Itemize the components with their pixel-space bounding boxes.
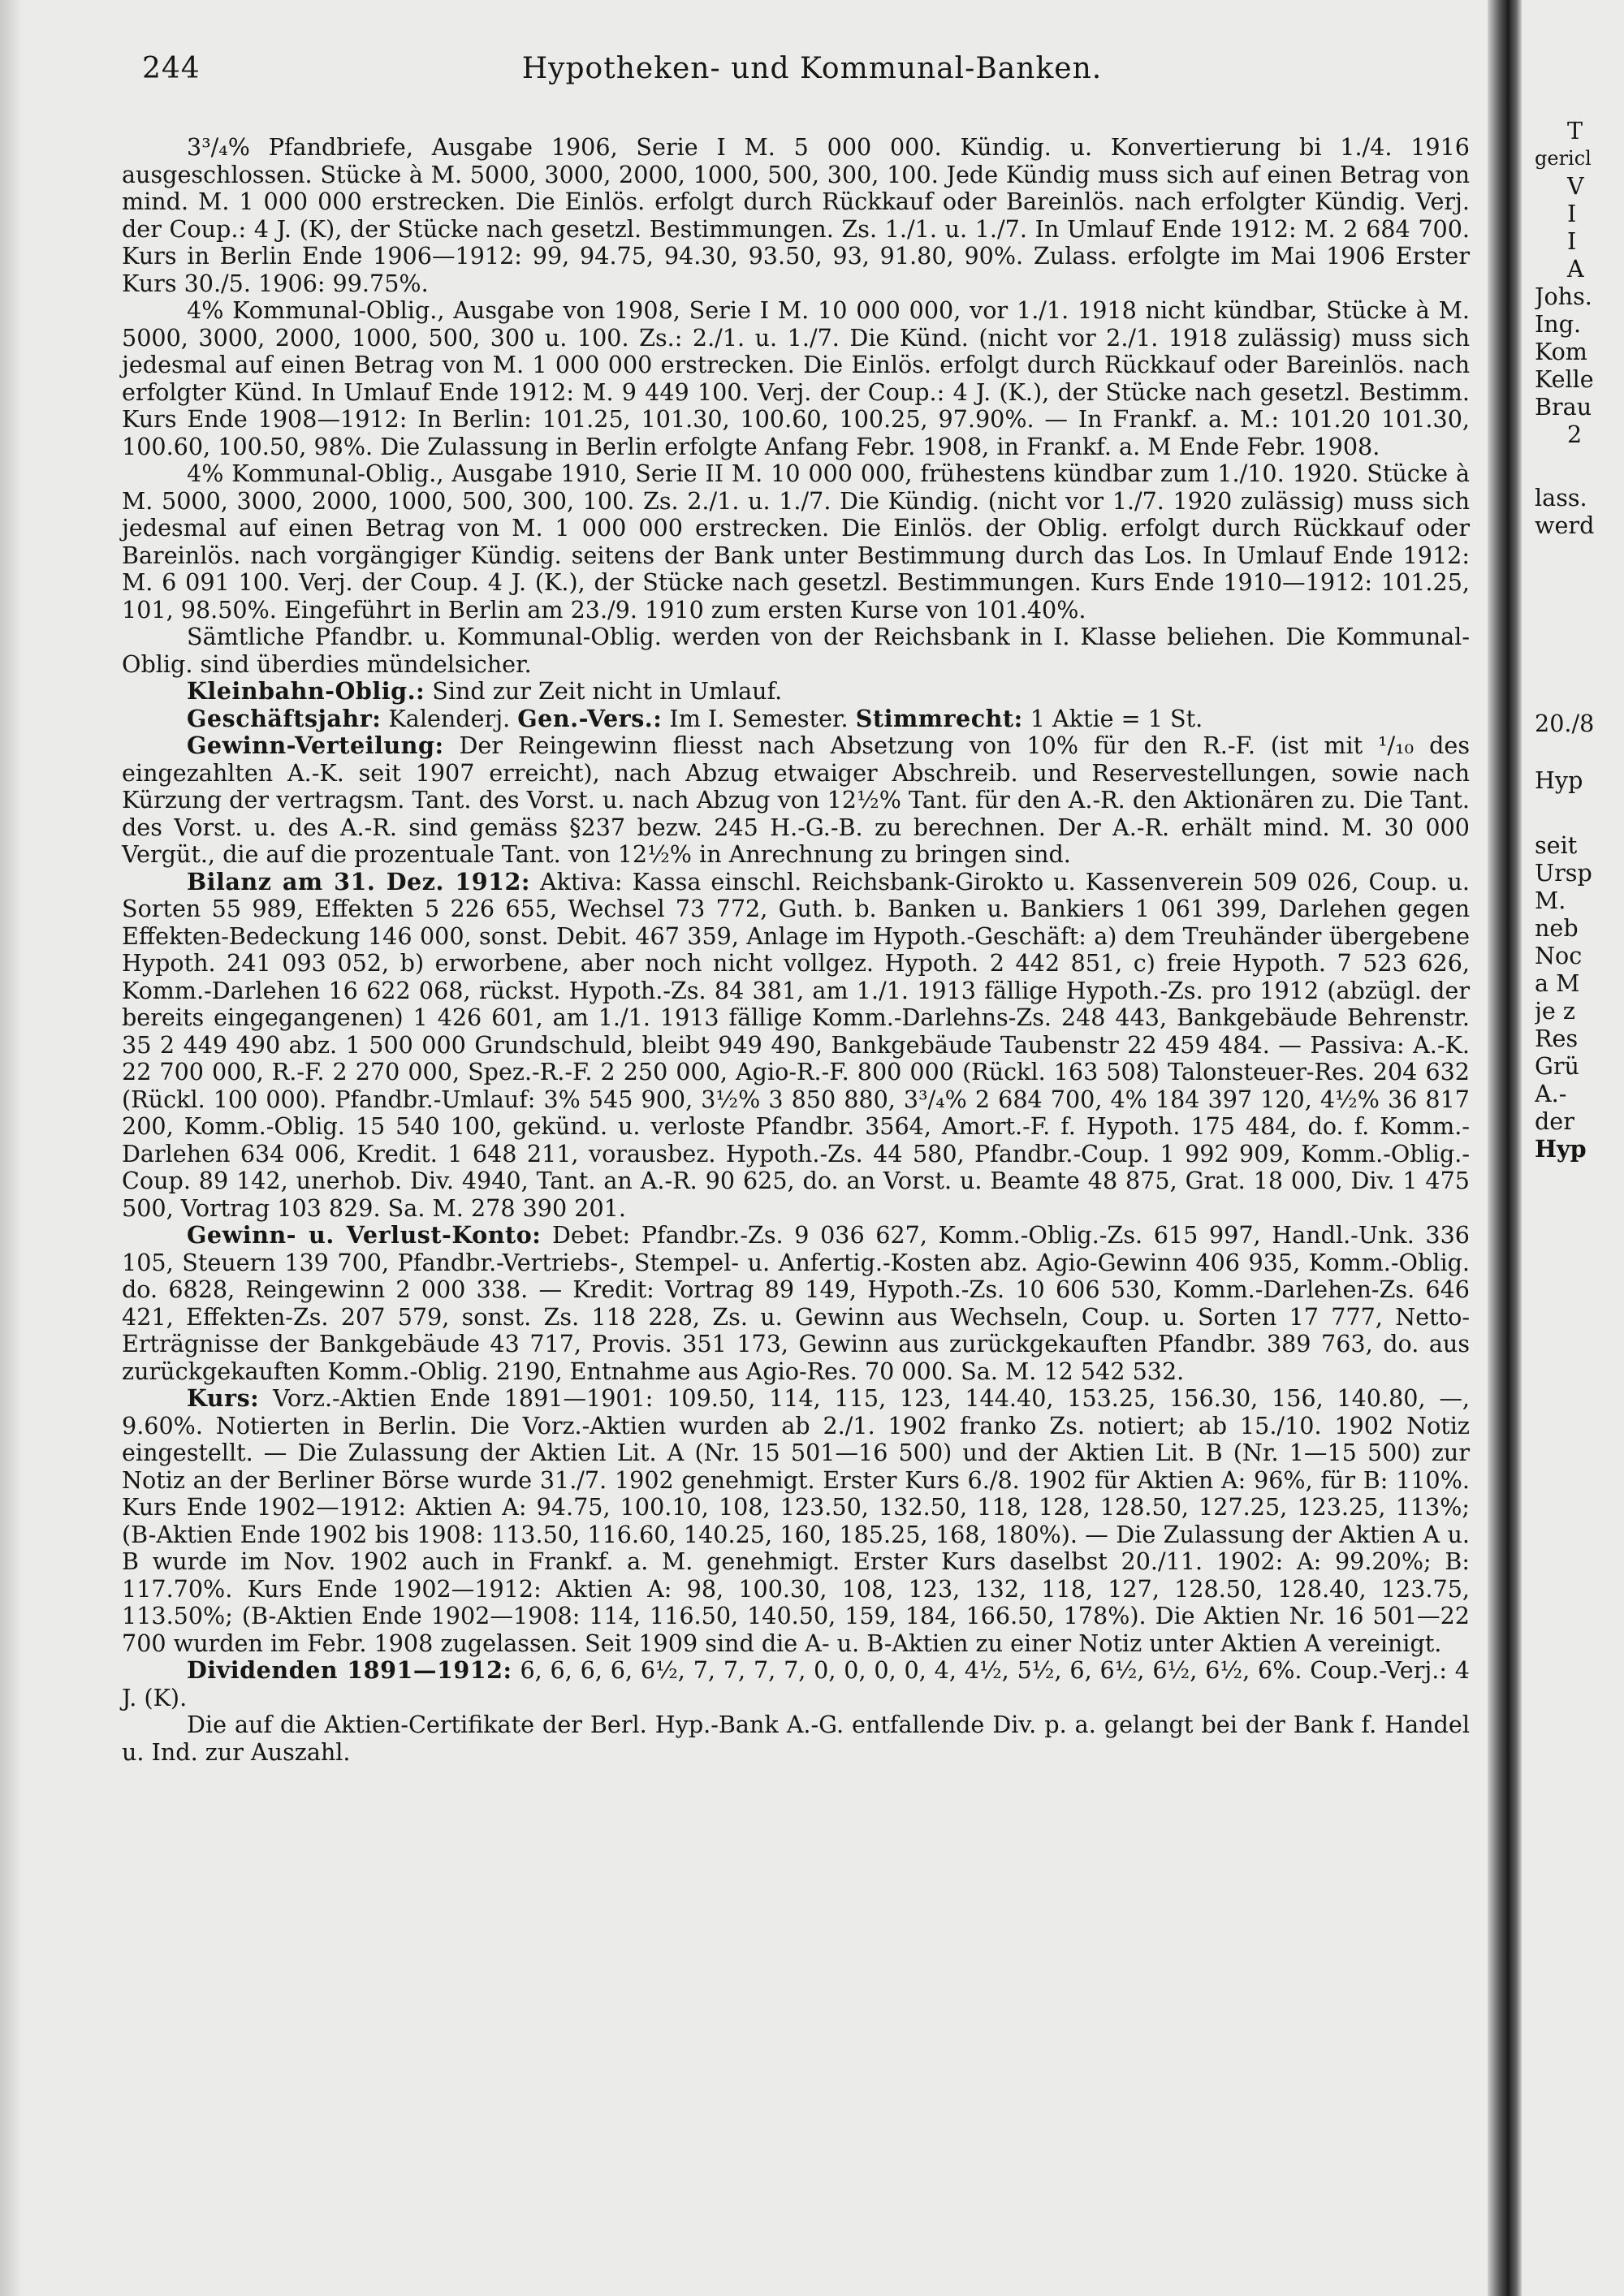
paragraph-kommunal-oblig-1910: 4% Kommunal-Oblig., Ausgabe 1910, Serie II M. 10 000 000, frühestens kündbar zum 1./10. 1920. Stücke à M. 5000, 3000, 2000, 1000, 500, 300, 100. Zs. 2./1. u. 1./7. Die Kündig. (nicht vor 1./7. 1920 zulässig) muss sich jedesmal auf einen Betrag von M. 1 000 000 erstrecken. Die Einlös. der Oblig. erfolgt durch Rückkauf oder Bareinlös. nach vorgängiger Kündig. seitens der Bank unter Bestimmung durch das Los. In Umlauf Ende 1912: M. 6 091 100. Verj. der Coup. 4 J. (K.), der Stücke nach gesetzl. Bestimmungen. Kurs Ende 1910—1912: 101.25, 101, 98.50%. Eingeführt in Berlin am 23./9. 1910 zum ersten Kurse von 101.40%. [122,460,1470,624]
paragraph-beleihung: Sämtliche Pfandbr. u. Kommunal-Oblig. werden von der Reichsbank in I. Klasse beliehen. Die Kommunal-Oblig. sind überdies mündelsicher. [122,623,1470,678]
next-page-fragment: A [1567,255,1584,283]
next-page-fragment: T [1567,118,1583,145]
section-label: Stimmrecht: [855,704,1023,732]
section-label: Kurs: [187,1384,260,1412]
next-page-fragment: Res [1535,1025,1579,1052]
paragraph-auszahlung: Die auf die Aktien-Certifikate der Berl. Hyp.-Bank A.-G. entfallende Div. p. a. gelangt bei der Bank f. Handel u. Ind. zur Auszahl. [122,1711,1470,1766]
section-label: Dividenden 1891—1912: [187,1656,512,1684]
page-header [122,45,1470,93]
next-page-fragment: V [1567,172,1584,200]
paragraph-dividenden: Dividenden 1891—1912: 6, 6, 6, 6, 6½, 7, 7, 7, 7, 0, 0, 0, 0, 4, 4½, 5½, 6, 6½, 6½, 6½, 6%. Coup.-Verj.: 4 J. (K). [122,1656,1470,1711]
next-page-fragment: Hyp [1535,766,1583,794]
adjacent-page-fragments [1535,118,1624,2229]
body-text [122,134,1470,1766]
next-page-fragment: Grü [1535,1052,1579,1080]
next-page-fragment: werd [1535,511,1595,539]
next-page-fragment: I [1567,200,1577,227]
next-page-fragment: Noc [1535,942,1583,969]
next-page-fragment: Hyp [1535,1135,1587,1163]
section-label: Bilanz am 31. Dez. 1912: [187,867,530,896]
main-page [122,45,1470,2269]
next-page-fragment: lass. [1535,484,1587,511]
section-label: Gen.-Vers.: [517,704,663,732]
next-page-fragment: Kom [1535,338,1587,365]
next-page-fragment: seit [1535,831,1578,859]
book-gutter [1488,0,1522,2296]
paragraph-pfandbriefe-1906: 3³/₄% Pfandbriefe, Ausgabe 1906, Serie I M. 5 000 000. Kündig. u. Konvertierung bi 1./4. 1916 ausgeschlossen. Stücke à M. 5000, 3000, 2000, 1000, 500, 300, 100. Jede Kündig muss sich auf einen Betrag von mind. M. 1 000 000 erstrecken. Die Einlös. erfolgt durch Rückkauf oder Bareinlös. nach erfolgter Kündig. Verj. der Coup.: 4 J. (K), der Stücke nach gesetzl. Bestimmungen. Zs. 1./1. u. 1./7. In Umlauf Ende 1912: M. 2 684 700. Kurs in Berlin Ende 1906—1912: 99, 94.75, 94.30, 93.50, 93, 91.80, 90%. Zulass. erfolgte im Mai 1906 Erster Kurs 30./5. 1906: 99.75%. [122,133,1470,297]
next-page-fragment: Ing. [1535,310,1582,338]
next-page-fragment: M. [1535,887,1566,914]
paragraph-kurs: Kurs: Vorz.-Aktien Ende 1891—1901: 109.50, 114, 115, 123, 144.40, 153.25, 156.30, 156, 140.80, —, 9.60%. Notierten in Berlin. Die Vorz.-Aktien wurden ab 2./1. 1902 franko Zs. notiert; ab 15./10. 1902 Notiz eingestellt. — Die Zulassung der Aktien Lit. A (Nr. 15 501—16 500) und der Aktien Lit. B (Nr. 1—15 500) zur Notiz an der Berliner Börse wurde 31./7. 1902 genehmigt. Erster Kurs 6./8. 1902 für Aktien A: 96%, für B: 110%. Kurs Ende 1902—1912: Aktien A: 94.75, 100.10, 108, 123.50, 132.50, 118, 128, 128.50, 127.25, 123.25, 113%; (B-Aktien Ende 1902 bis 1908: 113.50, 116.60, 140.25, 160, 185.25, 168, 180%). — Die Zulassung der Aktien A u. B wurde im Nov. 1902 auch in Frankf. a. M. genehmigt. Erster Kurs daselbst 20./11. 1902: A: 99.20%; B: 117.70%. Kurs Ende 1902—1912: Aktien A: 98, 100.30, 108, 123, 132, 118, 127, 128.50, 128.40, 123.75, 113.50%; (B-Aktien Ende 1902—1908: 114, 116.50, 140.50, 159, 184, 166.50, 178%). Die Aktien Nr. 16 501—22 700 wurden im Febr. 1908 zugelassen. Seit 1909 sind die A- u. B-Aktien zu einer Notiz unter Aktien A vereinigt. [122,1384,1470,1657]
paragraph-kleinbahn: Kleinbahn-Oblig.: Sind zur Zeit nicht in Umlauf. [187,677,783,705]
next-page-fragment: je z [1535,997,1575,1025]
paragraph-bilanz: Bilanz am 31. Dez. 1912: Aktiva: Kassa einschl. Reichsbank-Girokto u. Kassenverein 509 026, Coup. u. Sorten 55 989, Effekten 5 226 655, Wechsel 73 772, Guth. b. Banken u. Bankiers 1 061 399, Darlehen gegen Effekten-Bedeckung 146 000, sonst. Debit. 467 359, Anlage im Hypoth.-Geschäft: a) dem Treuhänder übergebene Hypoth. 241 093 052, b) erworbene, aber noch nicht vollgez. Hypoth. 2 442 851, c) freie Hypoth. 7 523 626, Komm.-Darlehen 16 622 068, rückst. Hypoth.-Zs. 84 381, am 1./1. 1913 fällige Hypoth.-Zs. pro 1912 (abzügl. der bereits eingegangenen) 1 426 601, am 1./1. 1913 fällige Komm.-Darlehns-Zs. 248 443, Bankgebäude Behrenstr. 35 2 449 490 abz. 1 500 000 Grundschuld, bleibt 949 490, Bankgebäude Taubenstr 22 459 484. — Passiva: A.-K. 22 700 000, R.-F. 2 270 000, Spez.-R.-F. 2 250 000, Agio-R.-F. 800 000 (Rückl. 163 508) Talonsteuer-Res. 204 632 (Rückl. 100 000). Pfandbr.-Umlauf: 3% 545 900, 3½% 3 850 880, 3³/₄% 2 684 700, 4% 184 397 120, 4½% 36 817 200, Komm.-Oblig. 15 540 100, gekünd. u. verloste Pfandbr. 3564, Amort.-F. f. Hypoth. 175 484, do. f. Komm.-Darlehen 634 006, Kredit. 1 648 211, vorausbez. Hypoth.-Zs. 44 580, Pfandbr.-Coup. 1 992 909, Komm.-Oblig.-Coup. 89 142, unerhob. Div. 4940, Tant. an A.-R. 90 625, do. an Vorst. u. Beamte 48 875, Grat. 18 000, Div. 1 475 500, Vortrag 103 829. Sa. M. 278 390 201. [122,867,1470,1222]
page-number: 244 [142,52,201,85]
paragraph-geschaeftsjahr: Geschäftsjahr: Kalenderj. Gen.-Vers.: Im I. Semester. Stimmrecht: 1 Aktie = 1 St. [187,704,1203,732]
section-label: Geschäftsjahr: [187,704,382,732]
paragraph-kommunal-oblig-1908: 4% Kommunal-Oblig., Ausgabe von 1908, Serie I M. 10 000 000, vor 1./1. 1918 nicht kündbar, Stücke à M. 5000, 3000, 2000, 1000, 500, 300 u. 100. Zs.: 2./1. u. 1./7. Die Künd. (nicht vor 2./1. 1918 zulässig) muss sich jedesmal auf einen Betrag von M. 1 000 000 erstrecken. Die Einlös. erfolgt durch Rückkauf oder Bareinlös. nach erfolgter Künd. In Umlauf Ende 1912: M. 9 449 100. Verj. der Coup.: 4 J. (K.), der Stücke nach gesetzl. Bestimm. Kurs Ende 1908—1912: In Berlin: 101.25, 101.30, 100.60, 100.25, 97.90%. — In Frankf. a. M.: 101.20 101.30, 100.60, 100.50, 98%. Die Zulassung in Berlin erfolgte Anfang Febr. 1908, in Frankf. a. M Ende Febr. 1908. [122,296,1470,460]
running-title: Hypotheken- und Kommunal-Banken. [521,52,1103,85]
next-page-fragment: 2 [1567,421,1583,448]
next-page-fragment: neb [1535,914,1579,942]
next-page-fragment: a M [1535,969,1580,997]
next-page-fragment: I [1567,227,1577,255]
section-label: Kleinbahn-Oblig.: [187,677,425,705]
next-page-fragment: der [1535,1107,1574,1135]
section-label: Gewinn- u. Verlust-Konto: [187,1221,542,1249]
next-page-fragment: gericl [1535,147,1592,170]
next-page-fragment: 20./8 [1535,710,1595,737]
next-page-fragment: Brau [1535,393,1592,421]
paragraph-gewinn-verlust-konto: Gewinn- u. Verlust-Konto: Debet: Pfandbr.-Zs. 9 036 627, Komm.-Oblig.-Zs. 615 997, Handl.-Unk. 336 105, Steuern 139 700, Pfandbr.-Vertriebs-, Stempel- u. Anfertig.-Kosten abz. Agio-Gewinn 406 935, Komm.-Oblig. do. 6828, Reingewinn 2 000 338. — Kredit: Vortrag 89 149, Hypoth.-Zs. 10 606 530, Komm.-Darlehen-Zs. 646 421, Effekten-Zs. 207 579, sonst. Zs. 118 228, Zs. u. Gewinn aus Wechseln, Coup. u. Sorten 17 777, Netto-Erträgnisse der Bankgebäude 43 717, Provis. 351 173, Gewinn aus zurückgekauften Pfandbr. 389 763, do. aus zurückgekauften Komm.-Oblig. 2190, Entnahme aus Agio-Res. 70 000. Sa. M. 12 542 532. [122,1221,1470,1385]
next-page-fragment: Kelle [1535,365,1594,393]
next-page-fragment: A.- [1535,1080,1567,1107]
next-page-fragment: Ursp [1535,859,1592,887]
section-label: Gewinn-Verteilung: [187,732,444,759]
paragraph-gewinn-verteilung: Gewinn-Verteilung: Der Reingewinn fliesst nach Absetzung von 10% für den R.-F. (ist mit ¹/₁₀ des eingezahlten A.-K. seit 1907 erreicht), nach Abzug etwaiger Abschreib. und Reservestellungen, sowie nach Kürzung der vertragsm. Tant. des Vorst. u. nach Abzug von 12½% Tant. für den A.-R. den Aktionären zu. Die Tant. des Vorst. u. des A.-R. sind gemäss §237 bezw. 245 H.-G.-B. zu berechnen. Der A.-R. erhält mind. M. 30 000 Vergüt., die auf die prozentuale Tant. von 12½% in Anrechnung zu bringen sind. [122,732,1470,868]
next-page-fragment: Johs. [1535,283,1592,310]
left-page-edge-shadow [0,0,23,2296]
